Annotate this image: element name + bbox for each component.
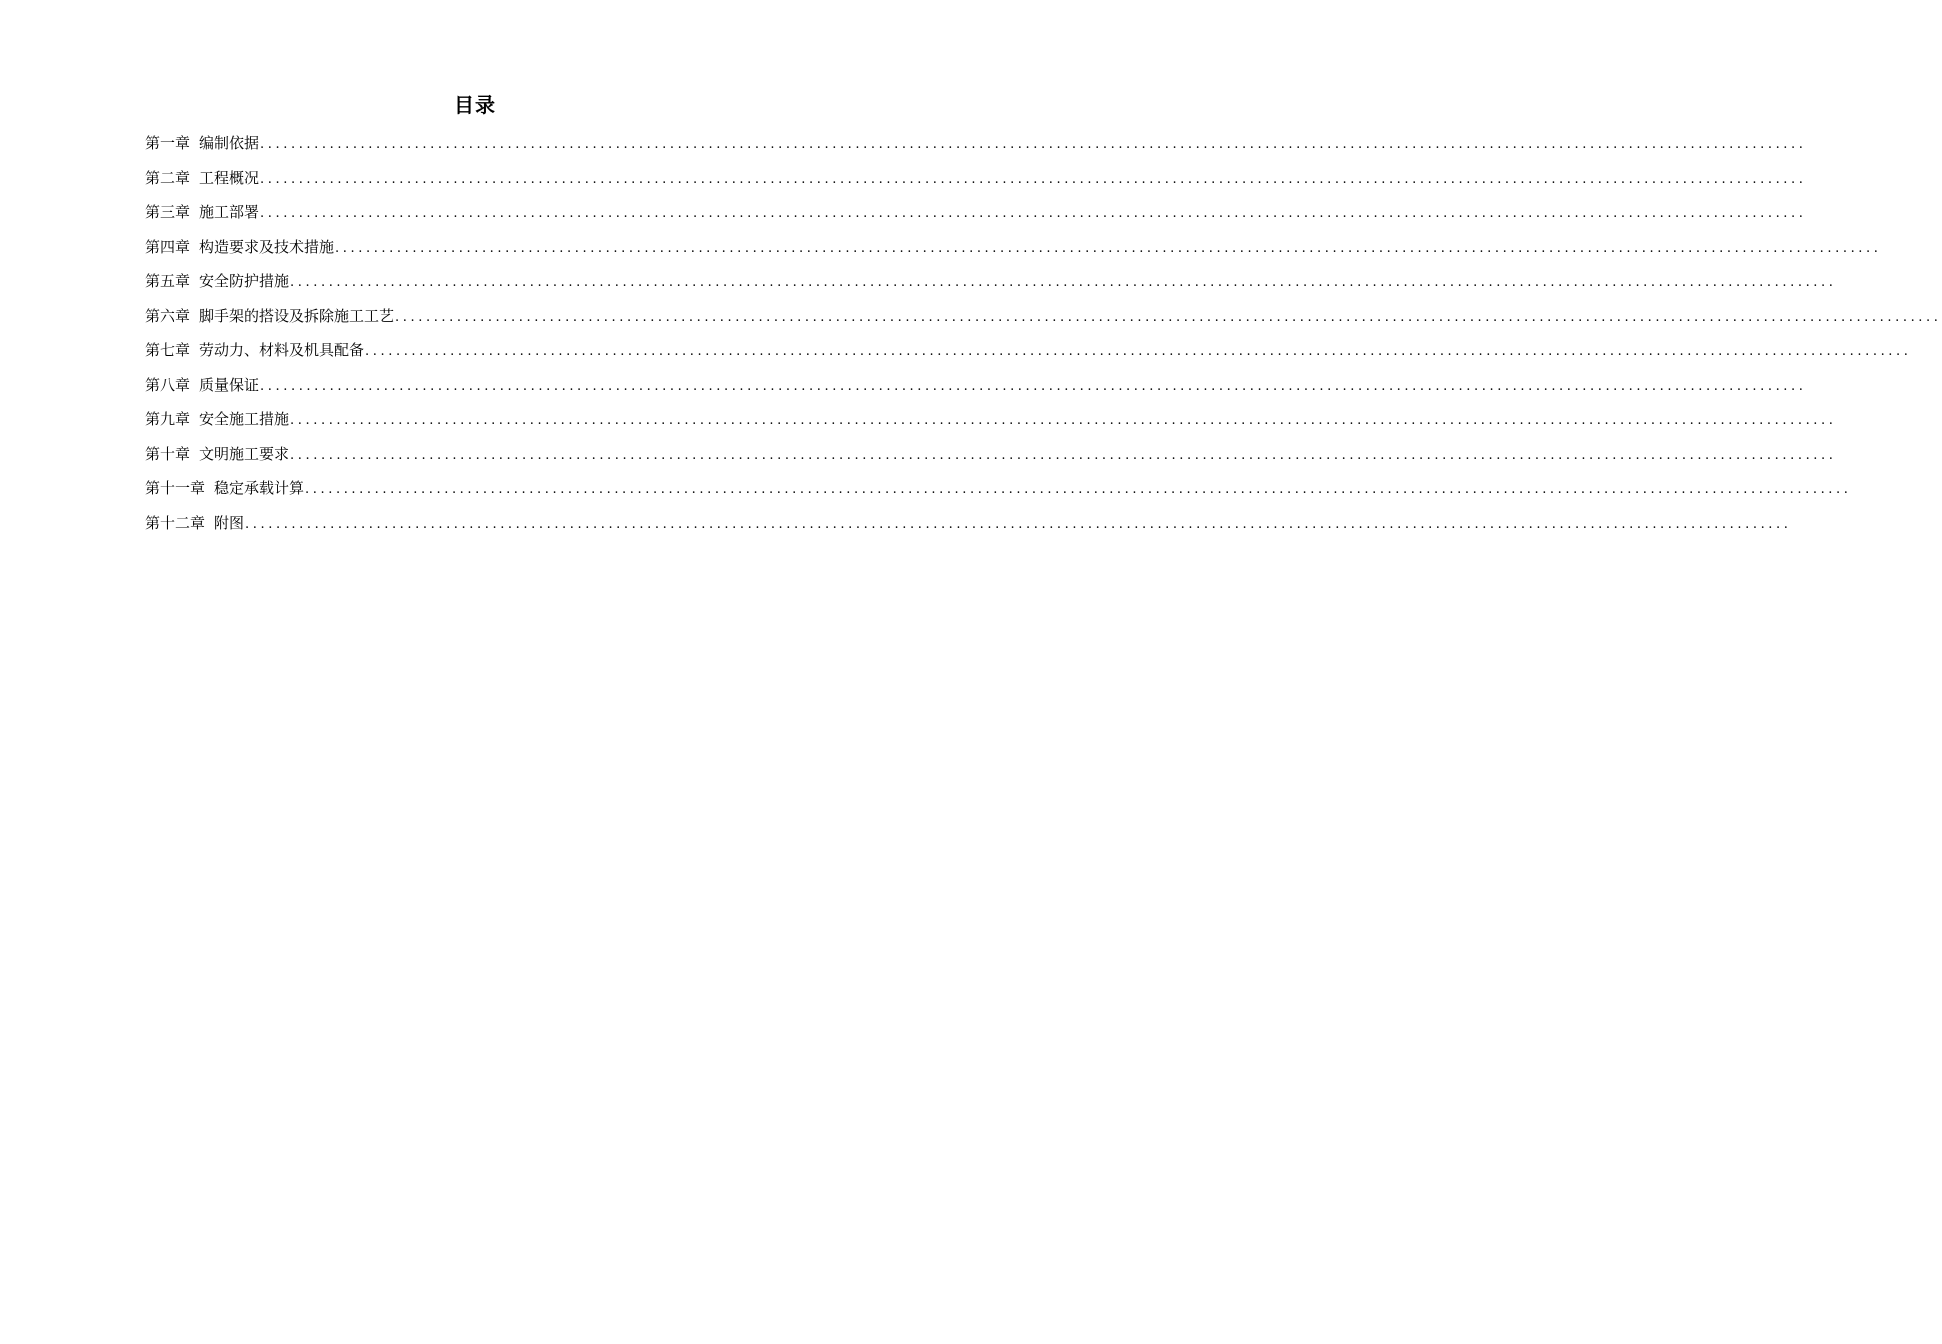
dot-leader: ........................................................................................................................................................................................................: [260, 171, 1807, 187]
toc-chapter-title: 劳动力、材料及机具配备: [199, 341, 365, 359]
toc-chapter-number: 第九章: [145, 410, 191, 428]
dot-leader: ........................................................................................................................................................................................................: [290, 447, 1837, 463]
dot-leader: ........................................................................................................................................................................................................: [305, 482, 1852, 497]
table-of-contents: [145, 131, 1942, 545]
toc-chapter-number: 第十二章: [145, 513, 206, 532]
dot-leader: ........................................................................................................................................................................................................: [365, 344, 1912, 359]
dot-leader: ........................................................................................................................................................................................................: [290, 275, 1837, 290]
dot-leader: ........................................................................................................................................................................................................: [260, 206, 1807, 221]
toc-entry[interactable]: [145, 338, 1912, 373]
dot-leader: ........................................................................................................................................................................................................: [260, 378, 1807, 394]
toc-chapter-number: 第二章: [145, 168, 191, 187]
dot-leader: ........................................................................................................................................................................................................: [395, 309, 1942, 325]
toc-entry[interactable]: [145, 235, 1882, 270]
toc-chapter-number: 第七章: [145, 341, 191, 359]
toc-chapter-title: 工程概况: [199, 168, 260, 187]
toc-chapter-title: 质量保证: [199, 375, 260, 394]
toc-entry[interactable]: [145, 304, 1942, 339]
toc-chapter-title: 施工部署: [199, 203, 260, 221]
dot-leader: ........................................................................................................................................................................................................: [245, 516, 1792, 532]
toc-chapter-number: 第八章: [145, 375, 191, 394]
dot-leader: ........................................................................................................................................................................................................: [335, 240, 1882, 256]
toc-entry[interactable]: [145, 511, 1792, 546]
toc-chapter-number: 第四章: [145, 237, 191, 256]
toc-entry[interactable]: [145, 269, 1837, 304]
toc-entry[interactable]: [145, 476, 1852, 511]
toc-chapter-title: 安全防护措施: [199, 272, 290, 290]
toc-chapter-number: 第六章: [145, 306, 191, 325]
dot-leader: ........................................................................................................................................................................................................: [260, 137, 1807, 152]
toc-chapter-number: 第五章: [145, 272, 191, 290]
toc-entry[interactable]: [145, 373, 1807, 408]
toc-chapter-number: 第十章: [145, 444, 191, 463]
toc-chapter-title: 附图: [214, 513, 245, 532]
toc-chapter-number: 第十一章: [145, 479, 206, 497]
toc-title: 目录: [454, 93, 496, 117]
toc-chapter-title: 构造要求及技术措施: [199, 237, 335, 256]
toc-chapter-title: 脚手架的搭设及拆除施工工艺: [199, 306, 395, 325]
toc-chapter-title: 稳定承载计算: [214, 479, 305, 497]
toc-chapter-title: 安全施工措施: [199, 410, 290, 428]
toc-chapter-number: 第三章: [145, 203, 191, 221]
toc-entry[interactable]: [145, 442, 1837, 477]
toc-chapter-title: 编制依据: [199, 134, 260, 152]
toc-chapter-number: 第一章: [145, 134, 191, 152]
dot-leader: ........................................................................................................................................................................................................: [290, 413, 1837, 428]
toc-entry[interactable]: [145, 407, 1837, 442]
toc-entry[interactable]: [145, 166, 1807, 201]
toc-entry[interactable]: [145, 200, 1807, 235]
toc-entry[interactable]: [145, 131, 1807, 166]
toc-chapter-title: 文明施工要求: [199, 444, 290, 463]
